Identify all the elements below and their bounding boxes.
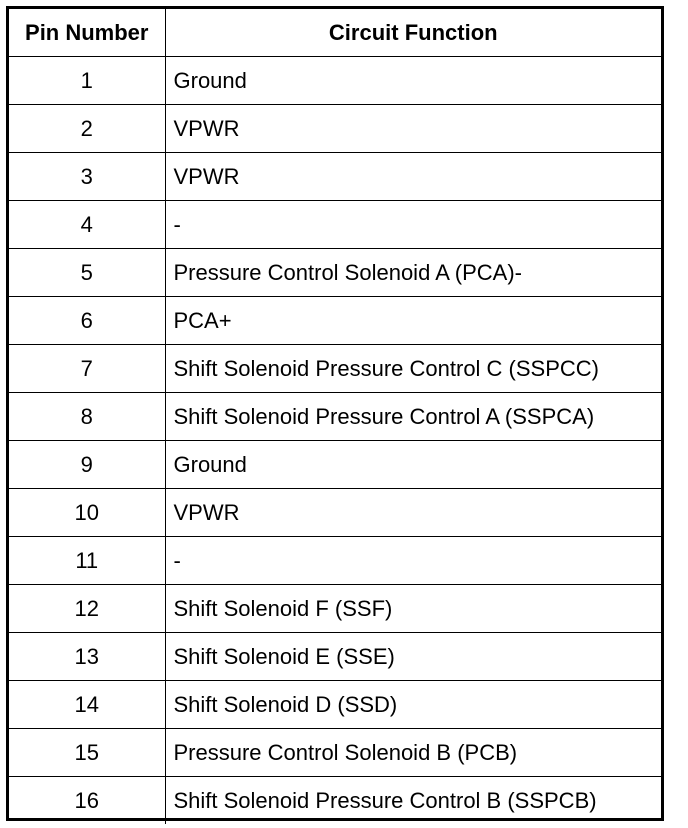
circuit-function-cell: - (165, 201, 661, 249)
pin-number-cell: 4 (9, 201, 165, 249)
table-row (9, 489, 661, 537)
table-row (9, 249, 661, 297)
circuit-function-cell: Ground (165, 441, 661, 489)
pin-number-cell: 14 (9, 681, 165, 729)
circuit-function-cell: VPWR (165, 105, 661, 153)
pin-number-cell: 8 (9, 393, 165, 441)
pin-function-table (9, 9, 661, 824)
pin-number-cell: 13 (9, 633, 165, 681)
table-row (9, 57, 661, 105)
pin-number-cell: 11 (9, 537, 165, 585)
pin-number-cell: 2 (9, 105, 165, 153)
pin-number-cell: 9 (9, 441, 165, 489)
pin-number-cell: 16 (9, 777, 165, 825)
circuit-function-header: Circuit Function (165, 9, 661, 57)
circuit-function-cell: Pressure Control Solenoid B (PCB) (165, 729, 661, 777)
circuit-function-cell: Shift Solenoid Pressure Control B (SSPCB) (165, 777, 661, 825)
pin-number-cell: 7 (9, 345, 165, 393)
table-row (9, 585, 661, 633)
pin-number-cell: 6 (9, 297, 165, 345)
pin-number-cell: 10 (9, 489, 165, 537)
table-row (9, 633, 661, 681)
circuit-function-cell: VPWR (165, 153, 661, 201)
pin-number-cell: 3 (9, 153, 165, 201)
circuit-function-cell: Shift Solenoid D (SSD) (165, 681, 661, 729)
table-row (9, 681, 661, 729)
circuit-function-cell: - (165, 537, 661, 585)
circuit-function-cell: PCA+ (165, 297, 661, 345)
circuit-function-cell: Shift Solenoid Pressure Control C (SSPCC) (165, 345, 661, 393)
circuit-function-cell: Shift Solenoid F (SSF) (165, 585, 661, 633)
table-row (9, 345, 661, 393)
table-row (9, 729, 661, 777)
table-row (9, 441, 661, 489)
table-row (9, 537, 661, 585)
table-row (9, 153, 661, 201)
pin-number-cell: 12 (9, 585, 165, 633)
table-row (9, 393, 661, 441)
pin-number-cell: 1 (9, 57, 165, 105)
pin-number-header: Pin Number (9, 9, 165, 57)
pin-number-cell: 15 (9, 729, 165, 777)
circuit-function-cell: Shift Solenoid Pressure Control A (SSPCA) (165, 393, 661, 441)
table-row (9, 297, 661, 345)
circuit-function-cell: Pressure Control Solenoid A (PCA)- (165, 249, 661, 297)
table-row (9, 201, 661, 249)
circuit-function-cell: Shift Solenoid E (SSE) (165, 633, 661, 681)
circuit-function-cell: Ground (165, 57, 661, 105)
pin-number-cell: 5 (9, 249, 165, 297)
circuit-function-cell: VPWR (165, 489, 661, 537)
table-header-row (9, 9, 661, 57)
table-row (9, 777, 661, 825)
pin-function-table-frame (6, 6, 664, 821)
table-row (9, 105, 661, 153)
